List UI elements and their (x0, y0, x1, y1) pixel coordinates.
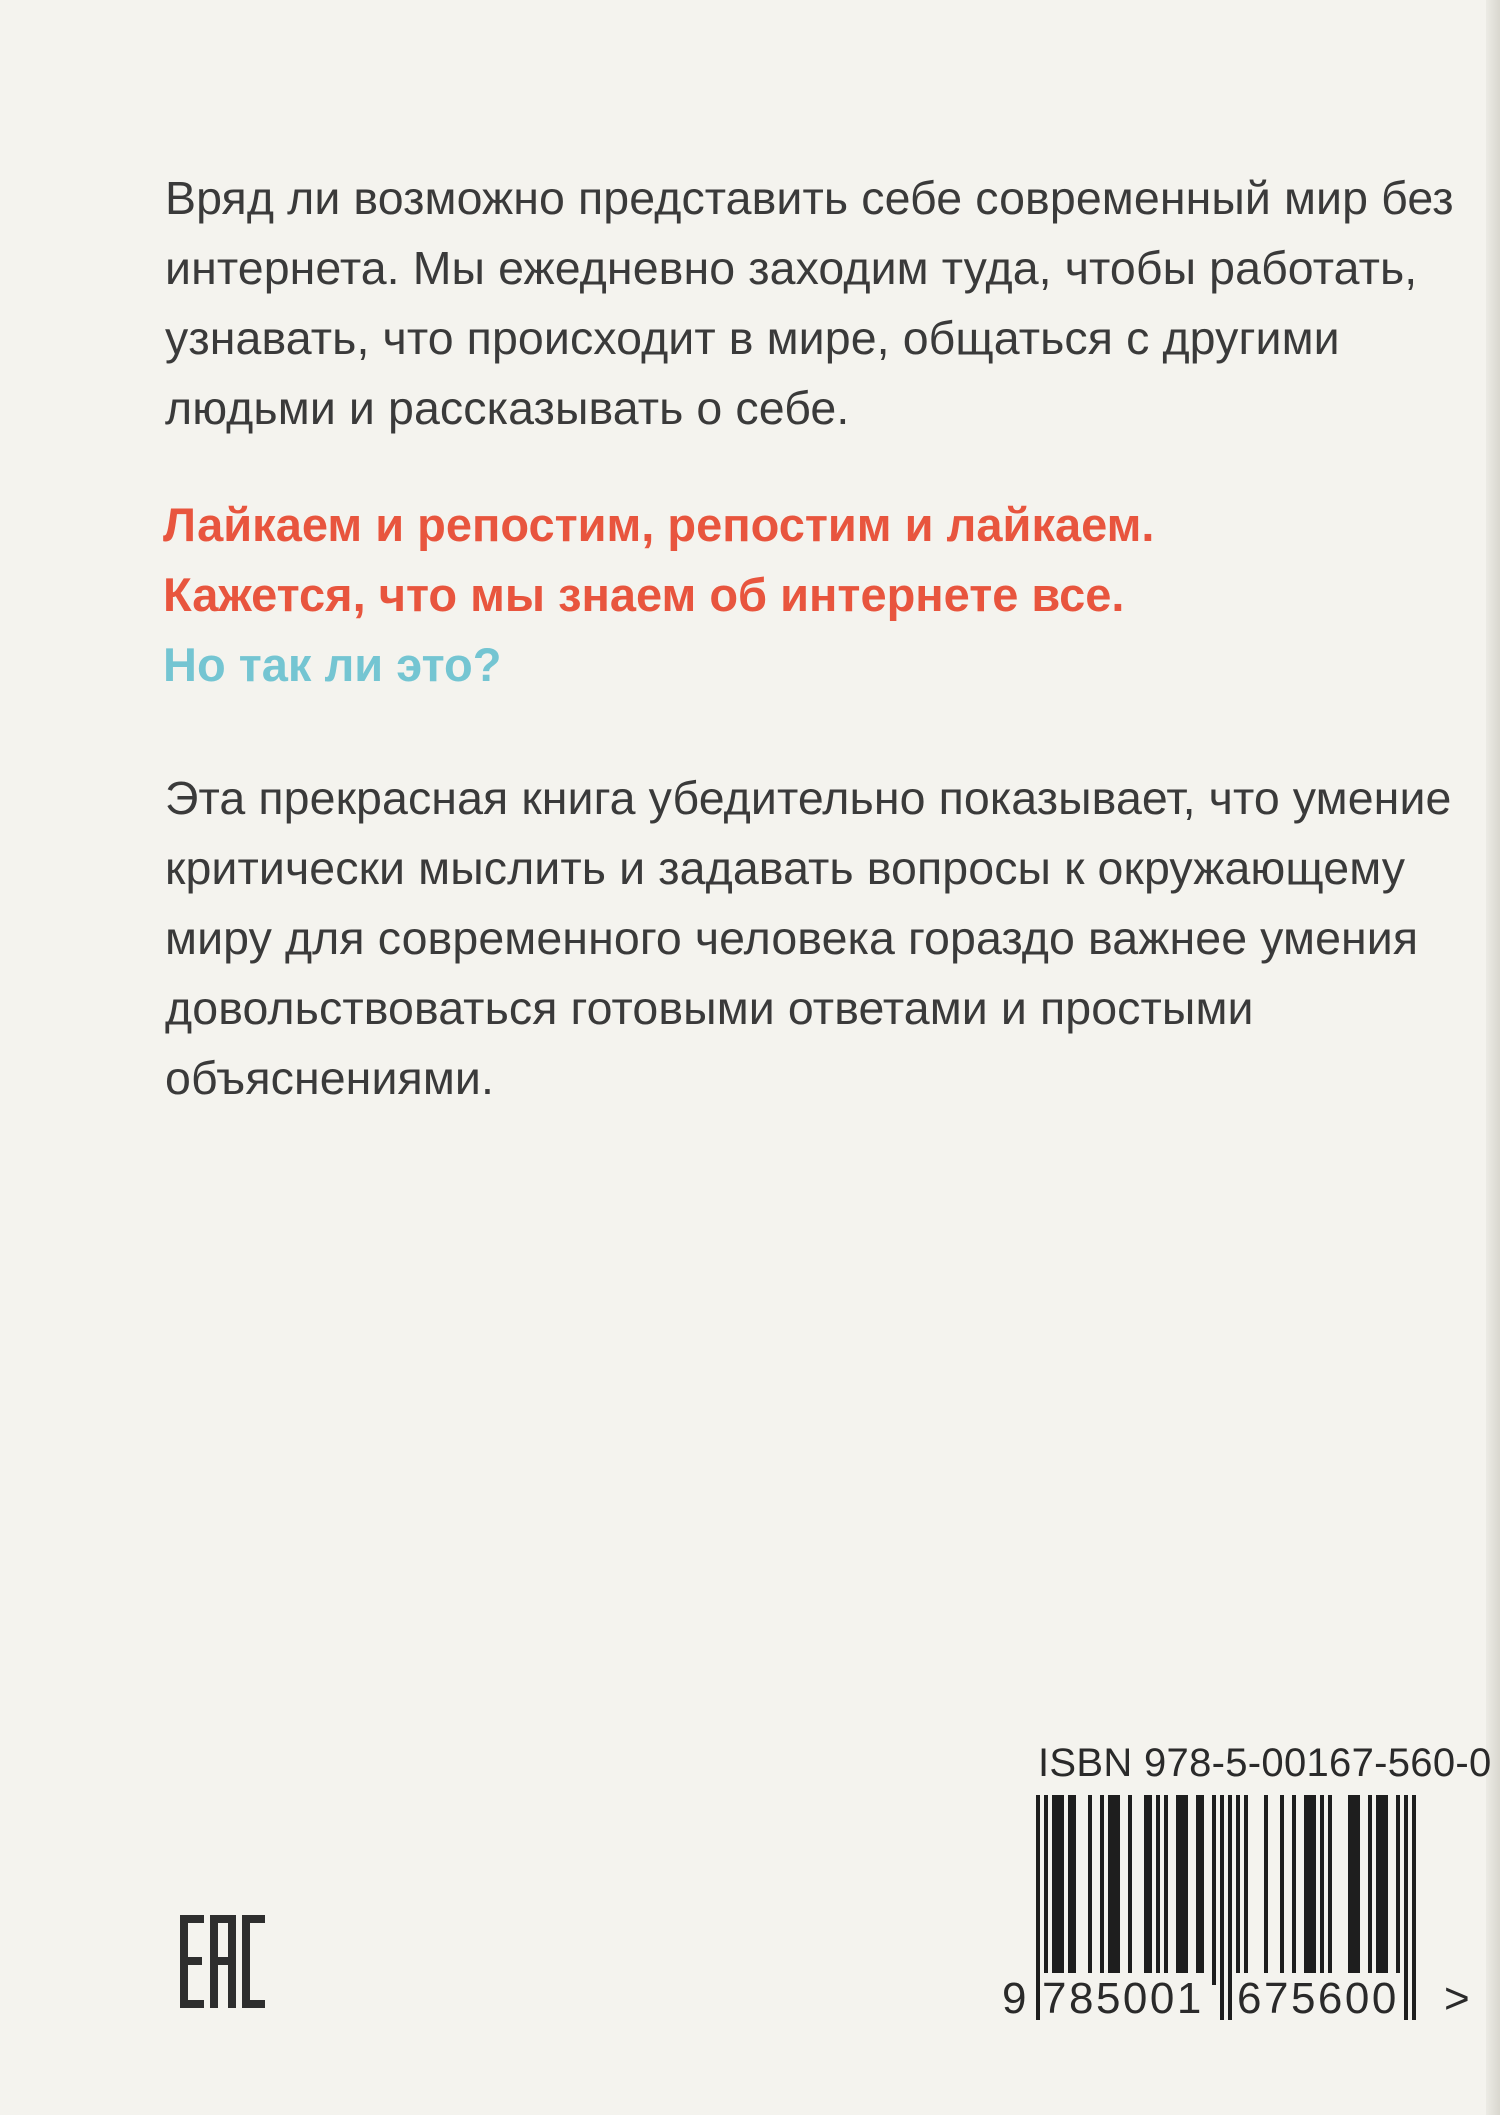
barcode-bar (1352, 1795, 1356, 1985)
barcode-digits-left: 785001 (1042, 1974, 1204, 2023)
barcode-bar (1164, 1795, 1168, 1985)
intro-paragraph: Вряд ли возможно представить себе современный мир без интернета. Мы ежедневно заходим туда, чтобы работать, узнавать, что происходит в мире, общаться с другими людьми и рассказывать о себе. (165, 172, 1454, 434)
barcode-bar (1376, 1795, 1380, 1985)
barcode-bar (1072, 1795, 1076, 1985)
barcode-bar (1396, 1795, 1400, 1985)
barcode-bar (1144, 1795, 1148, 1985)
cover-edge (1486, 0, 1500, 2115)
barcode-bar (1060, 1795, 1064, 1985)
barcode-bar (1380, 1795, 1384, 1985)
barcode-bar (1228, 1795, 1232, 2020)
barcode-bar (1236, 1795, 1240, 1985)
barcode-bar (1320, 1795, 1324, 1985)
barcode-bar (1308, 1795, 1312, 1985)
barcode-bar (1368, 1795, 1372, 1985)
barcode-bar (1356, 1795, 1360, 1985)
barcode-bar (1412, 1795, 1416, 2020)
barcode-bar (1292, 1795, 1296, 1985)
barcode-bar (1280, 1795, 1284, 1985)
barcode (1000, 1795, 1470, 2035)
barcode-bar (1056, 1795, 1060, 1985)
barcode-bar (1200, 1795, 1204, 1985)
barcode-bar (1180, 1795, 1184, 1985)
barcode-bar (1196, 1795, 1200, 1985)
barcode-bar (1116, 1795, 1120, 1985)
barcode-bar (1328, 1795, 1332, 1985)
accent-question: Но так ли это? (163, 638, 502, 691)
barcode-bar (1052, 1795, 1056, 1985)
barcode-digit-first: 9 (1002, 1974, 1027, 2023)
body-paragraph: Эта прекрасная книга убедительно показывает, что умение критически мыслить и задавать вопросы к окружающему миру для современного человека гораздо важнее умения довольствоваться готовыми ответами и простыми объяснениями. (165, 772, 1452, 1104)
barcode-bar (1156, 1795, 1160, 1985)
barcode-bar (1176, 1795, 1180, 1985)
barcode-bar (1112, 1795, 1116, 1985)
accent-red-lines: Лайкаем и репостим, репостим и лайкаем. Кажется, что мы знаем об интернете все. (163, 498, 1155, 621)
barcode-bar (1184, 1795, 1188, 1985)
barcode-bar (1384, 1795, 1388, 1985)
barcode-bar (1348, 1795, 1352, 1985)
barcode-bar (1108, 1795, 1112, 1985)
eac-mark-icon (180, 1915, 265, 2008)
barcode-bar (1304, 1795, 1308, 1985)
barcode-quiet-marker: > (1444, 1974, 1470, 2023)
barcode-bar (1220, 1795, 1224, 2020)
barcode-bar (1088, 1795, 1092, 1985)
barcode-bar (1244, 1795, 1248, 1985)
barcode-bar (1404, 1795, 1408, 2020)
barcode-bar (1068, 1795, 1072, 1985)
barcode-bar (1264, 1795, 1268, 1985)
barcode-digits-right: 675600 (1237, 1974, 1399, 2023)
barcode-bar (1128, 1795, 1132, 1985)
isbn-label: ISBN 978-5-00167-560-0 (1038, 1741, 1492, 1785)
barcode-bar (1312, 1795, 1316, 1985)
barcode-bar (1212, 1795, 1216, 1985)
barcode-bar (1148, 1795, 1152, 1985)
barcode-bar (1100, 1795, 1104, 1985)
